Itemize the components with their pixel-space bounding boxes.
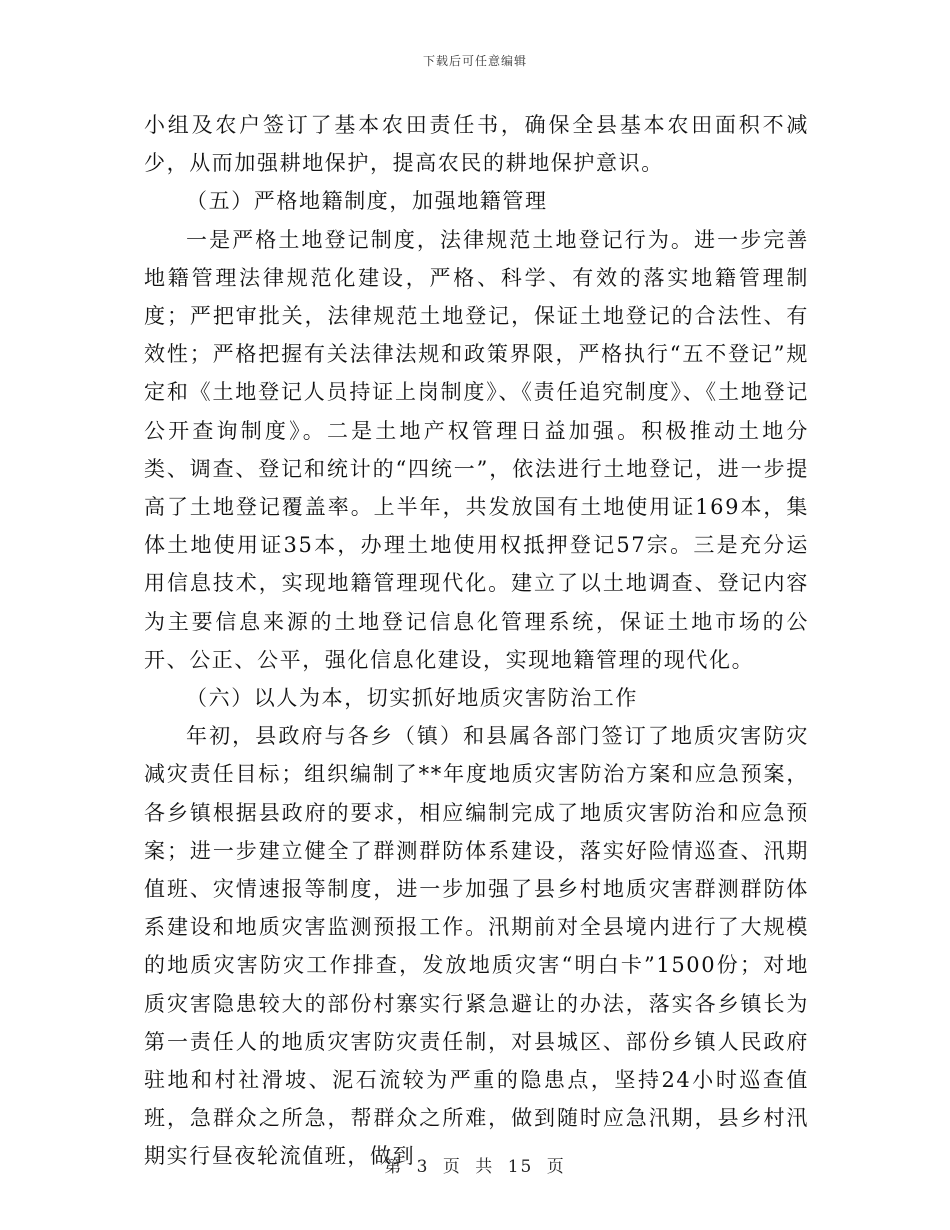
paragraph-cadastral-management: 一是严格土地登记制度，法律规范土地登记行为。进一步完善地籍管理法律规范化建设，严格、科学、有效的落实地籍管理制度；严把审批关，法律规范土地登记，保证土地登记的合法性、有效性；严格把握有关法律法规和政策界限，严格执行“五不登记”规定和《土地登记人员持证上岗制度》、《责任追究制度》、《土地登记公开查询制度》。二是土地产权管理日益加强。积极推动土地分类、调查、登记和统计的“四统一”，依法进行土地登记，进一步提高了土地登记覆盖率。上半年，共发放国有土地使用证169本，集体土地使用证35本，办理土地使用权抵押登记57宗。三是充分运用信息技术，实现地籍管理现代化。建立了以土地调查、登记内容为主要信息来源的土地登记信息化管理系统，保证土地市场的公开、公正、公平，强化信息化建设，实现地籍管理的现代化。 <box>144 227 809 672</box>
page-header: 下载后可任意编辑 <box>422 54 527 68</box>
document-body <box>144 106 809 1176</box>
section-heading-6: （六）以人为本，切实抓好地质灾害防治工作 <box>186 686 638 711</box>
section-heading-5: （五）严格地籍制度，加强地籍管理 <box>186 189 548 214</box>
paragraph-continuation: 小组及农户签订了基本农田责任书，确保全县基本农田面积不减少，从而加强耕地保护，提高农民的耕地保护意识。 <box>144 113 809 176</box>
paragraph-geological-disaster: 年初，县政府与各乡（镇）和县属各部门签订了地质灾害防灾减灾责任目标；组织编制了**年度地质灾害防治方案和应急预案，各乡镇根据县政府的要求，相应编制完成了地质灾害防治和应急预案；进一步建立健全了群测群防体系建设，落实好险情巡查、汛期值班、灾情速报等制度，进一步加强了县乡村地质灾害群测群防体系建设和地质灾害监测预报工作。汛期前对全县境内进行了大规模的地质灾害防灾工作排查，发放地质灾害“明白卡”1500份；对地质灾害隐患较大的部份村寨实行紧急避让的办法，落实各乡镇长为第一责任人的地质灾害防灾责任制，对县城区、部份乡镇人民政府驻地和村社滑坡、泥石流较为严重的隐患点，坚持24小时巡查值班，急群众之所急，帮群众之所难，做到随时应急汛期，县乡村汛期实行昼夜轮流值班，做到 <box>144 724 809 1169</box>
page-footer: 第 3 页 共 15 页 <box>384 1157 566 1177</box>
